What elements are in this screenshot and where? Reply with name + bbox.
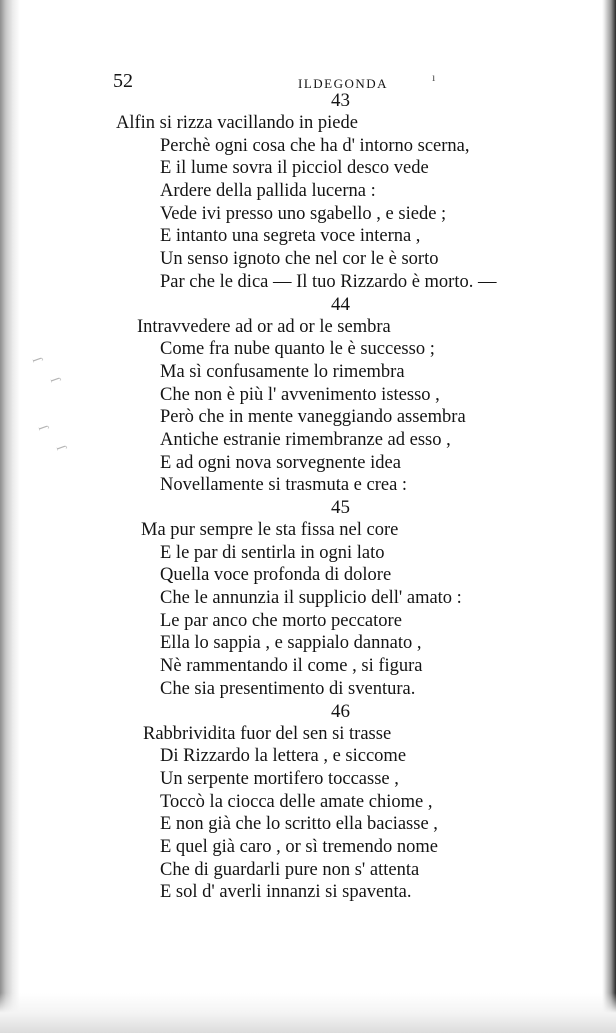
verse-line: Che sia presentimento di sventura. (160, 678, 416, 699)
verse-line: Che le annunzia il supplicio dell' amato : (160, 588, 462, 609)
verse-line: Come fra nube quanto le è successo ; (160, 339, 435, 360)
verse-line: Ardere della pallida lucerna : (160, 181, 376, 202)
poem-text (0, 90, 616, 904)
bleed-through-mark: ſ (46, 375, 63, 385)
print-speck: ı (432, 70, 436, 84)
verse-line: E quel già caro , or sì tremendo nome (160, 836, 438, 857)
verse-line: Però che in mente vaneggiando assembra (160, 407, 466, 428)
verse-line: Perchè ogni cosa che ha d' intorno scerna, (160, 135, 470, 156)
verse-line: Intravvedere ad or ad or le sembra (137, 316, 391, 337)
stanza (0, 701, 616, 905)
stanza-number: 45 (331, 497, 350, 518)
bleed-through-mark: ſ (52, 443, 69, 453)
verse-line: E ad ogni nova sorvegnente idea (160, 452, 401, 473)
verse-line: E le par di sentirla in ogni lato (160, 542, 385, 563)
stanza (0, 90, 616, 294)
bleed-through-mark: ſ (28, 355, 45, 365)
verse-line: Nè rammentando il come , si figura (160, 656, 423, 677)
verse-line: Toccò la ciocca delle amate chiome , (160, 791, 433, 812)
running-title: ILDEGONDA (298, 76, 389, 91)
verse-line: Un senso ignoto che nel cor le è sorto (160, 249, 439, 270)
stanza (0, 497, 616, 701)
verse-line: Ma sì confusamente lo rimembra (160, 361, 405, 382)
verse-line: E non già che lo scritto ella baciasse , (160, 814, 438, 835)
verse-line: E il lume sovra il picciol desco vede (160, 158, 429, 179)
verse-line: Ella lo sappia , e sappialo dannato , (160, 633, 422, 654)
page-bottom-shade (0, 993, 616, 1033)
verse-line: Che di guardarli pure non s' attenta (160, 859, 420, 880)
verse-line: Alfin si rizza vacillando in piede (116, 113, 358, 133)
verse-line: Rabbrividita fuor del sen si trasse (143, 723, 392, 744)
stanza-number: 46 (331, 700, 350, 722)
page-number: 52 (113, 70, 133, 92)
verse-line: Di Rizzardo la lettera , e siccome (160, 746, 407, 767)
stanza (0, 294, 616, 498)
verse-line: Le par anco che morto peccatore (160, 610, 402, 631)
verse-line: Antiche estranie rimembranze ad esso , (160, 429, 451, 450)
stanza-number: 44 (331, 293, 350, 315)
verse-line: E intanto una segreta voce interna , (160, 226, 421, 247)
stanza-number: 43 (331, 90, 350, 111)
verse-line: Che non è più l' avvenimento istesso , (160, 384, 440, 405)
verse-line: Vede ivi presso uno sgabello , e siede ; (160, 203, 447, 224)
verse-line: Par che le dica — Il tuo Rizzardo è morto. — (160, 271, 497, 292)
bleed-through-mark: ſ (34, 423, 51, 433)
verse-line: Un serpente mortifero toccasse , (160, 768, 399, 789)
verse-line: Ma pur sempre le sta fissa nel core (141, 520, 399, 540)
verse-line: E sol d' averli innanzi si spaventa. (160, 882, 412, 903)
verse-line: Quella voce profonda di dolore (160, 565, 392, 586)
verse-line: Novellamente si trasmuta e crea : (160, 475, 408, 496)
